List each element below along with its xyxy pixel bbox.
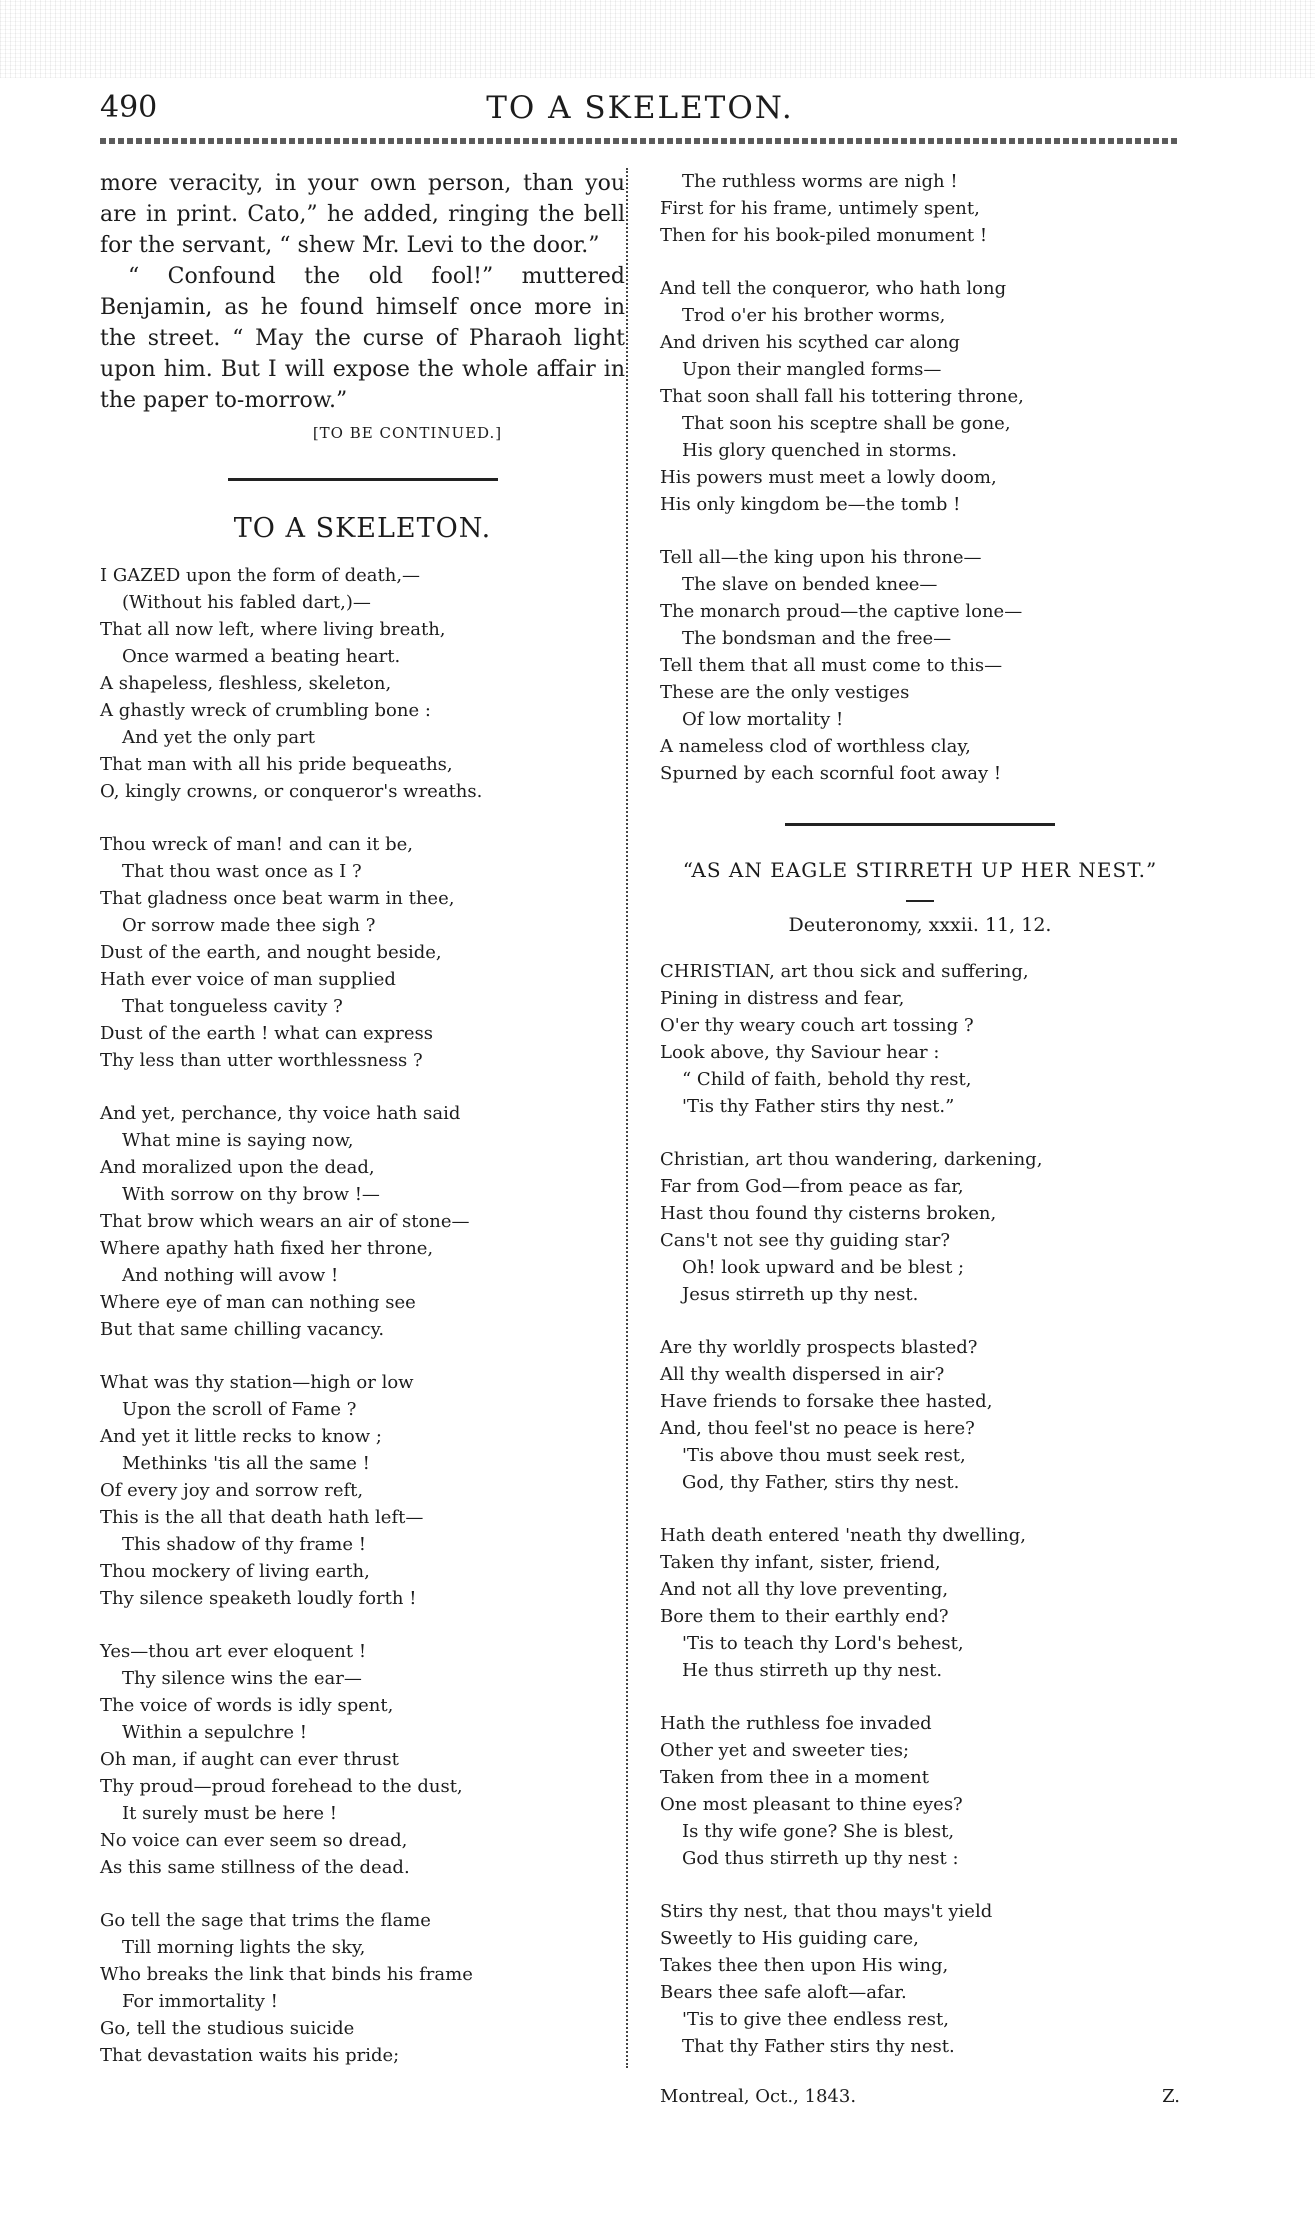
verse-line: 'Tis above thou must seek rest, [682, 1445, 966, 1466]
verse-line: The ruthless worms are nigh ! [682, 171, 958, 192]
verse-line: Have friends to forsake thee hasted, [660, 1391, 993, 1412]
verse-line: As this same stillness of the dead. [100, 1857, 410, 1878]
verse-line: Jesus stirreth up thy nest. [682, 1284, 919, 1305]
verse-line: Stirs thy nest, that thou mays't yield [660, 1901, 993, 1922]
prose-paragraph: “ Confound the old fool!” muttered Benjamin, as he found himself once more in the street. “ May the curse of Pharaoh light upon him. But I will expose the whole affair in the paper to-morrow.” [100, 264, 625, 413]
verse-line: And yet the only part [122, 727, 315, 748]
to-be-continued: [TO BE CONTINUED.] [312, 424, 503, 442]
running-title: TO A SKELETON. [486, 90, 794, 126]
verse-line: And, thou feel'st no peace is here? [660, 1418, 975, 1439]
verse-line: That thy Father stirs thy nest. [682, 2036, 955, 2057]
verse-line: Far from God—from peace as far, [660, 1176, 964, 1197]
verse-line: Taken thy infant, sister, friend, [660, 1552, 941, 1573]
right-column [660, 168, 1180, 2114]
page-number: 490 [100, 90, 158, 125]
verse-line: Trod o'er his brother worms, [682, 305, 946, 326]
verse-line: Thy less than utter worthlessness ? [100, 1050, 423, 1071]
verse-line: Where apathy hath fixed her throne, [100, 1238, 434, 1259]
verse-line: Or sorrow made thee sigh ? [122, 915, 376, 936]
verse-line: It surely must be here ! [122, 1803, 338, 1824]
verse-line: His powers must meet a lowly doom, [660, 467, 997, 488]
verse-line: And not all thy love preventing, [660, 1579, 949, 1600]
verse-line: Oh! look upward and be blest ; [682, 1257, 965, 1278]
verse-line: And yet, perchance, thy voice hath said [100, 1103, 461, 1124]
verse-line: That all now left, where living breath, [100, 619, 446, 640]
stanza [100, 562, 625, 805]
verse-line: And yet it little recks to know ; [100, 1426, 382, 1447]
verse-line: Hath the ruthless foe invaded [660, 1713, 932, 1734]
verse-line: A ghastly wreck of crumbling bone : [100, 700, 431, 721]
verse-line: Thy proud—proud forehead to the dust, [100, 1776, 463, 1797]
verse-line: The slave on bended knee— [682, 574, 938, 595]
story-continuation [100, 168, 625, 416]
stanza [660, 1522, 1180, 1684]
stanza [660, 544, 1180, 787]
verse-line: Are thy worldly prospects blasted? [660, 1337, 978, 1358]
stanza [660, 168, 1180, 249]
stanza [100, 1369, 625, 1612]
verse-line: What was thy station—high or low [100, 1372, 414, 1393]
verse-line: 'Tis to give thee endless rest, [682, 2009, 949, 2030]
verse-line: His only kingdom be—the tomb ! [660, 494, 961, 515]
verse-line: Christian, art thou wandering, darkening, [660, 1149, 1043, 1170]
verse-line: Go tell the sage that trims the flame [100, 1910, 431, 1931]
verse-line: For immortality ! [122, 1991, 278, 2012]
verse-line: A nameless clod of worthless clay, [660, 736, 971, 757]
poem-signoff [660, 2086, 1180, 2114]
verse-line: Pining in distress and fear, [660, 988, 905, 1009]
verse-line: One most pleasant to thine eyes? [660, 1794, 963, 1815]
verse-line: Within a sepulchre ! [122, 1722, 307, 1743]
verse-line: That gladness once beat warm in thee, [100, 888, 455, 909]
verse-line: And nothing will avow ! [122, 1265, 339, 1286]
verse-line: Hath ever voice of man supplied [100, 969, 396, 990]
verse-line: Taken from thee in a moment [660, 1767, 929, 1788]
prose-paragraph: more veracity, in your own person, than you are in print. Cato,” he added, ringing the bell for the servant, “ shew Mr. Levi to the door.” [100, 171, 625, 258]
header-rule [100, 138, 1180, 144]
verse-line: God thus stirreth up thy nest : [682, 1848, 959, 1869]
verse-line: Other yet and sweeter ties; [660, 1740, 910, 1761]
stanza [660, 1334, 1180, 1496]
verse-line: Cans't not see thy guiding star? [660, 1230, 951, 1251]
verse-line: Tell all—the king upon his throne— [660, 547, 982, 568]
verse-line: O, kingly crowns, or conqueror's wreaths. [100, 781, 483, 802]
verse-line: He thus stirreth up thy nest. [682, 1660, 943, 1681]
verse-line: Thou wreck of man! and can it be, [100, 834, 413, 855]
left-column [100, 168, 625, 2095]
verse-line: But that same chilling vacancy. [100, 1319, 385, 1340]
verse-line: Upon the scroll of Fame ? [122, 1399, 357, 1420]
verse-line: What mine is saying now, [122, 1130, 354, 1151]
verse-line: And driven his scythed car along [660, 332, 960, 353]
paper-texture [0, 0, 1315, 78]
stanza [660, 1710, 1180, 1872]
verse-line: With sorrow on thy brow !— [122, 1184, 380, 1205]
stanza [660, 1146, 1180, 1308]
stanza [100, 1638, 625, 1881]
verse-line: Bore them to their earthly end? [660, 1606, 949, 1627]
verse-line: The voice of words is idly spent, [100, 1695, 394, 1716]
page-header [100, 82, 1180, 132]
verse-line: This shadow of thy frame ! [122, 1534, 366, 1555]
stanza [100, 1100, 625, 1343]
verse-line: Once warmed a beating heart. [122, 646, 401, 667]
section-rule [785, 823, 1055, 826]
verse-line: Dust of the earth ! what can express [100, 1023, 433, 1044]
verse-line: Upon their mangled forms— [682, 359, 942, 380]
verse-line: (Without his fabled dart,)— [122, 592, 371, 613]
stanza [100, 831, 625, 1074]
stanza [660, 275, 1180, 518]
verse-line: The bondsman and the free— [682, 628, 952, 649]
verse-line: These are the only vestiges [660, 682, 910, 703]
verse-line: All thy wealth dispersed in air? [660, 1364, 945, 1385]
stanza [660, 958, 1180, 1120]
verse-line: Of low mortality ! [682, 709, 844, 730]
section-rule [228, 478, 498, 481]
stanza [100, 1907, 625, 2069]
verse-line: I GAZED upon the form of death,— [100, 565, 421, 586]
verse-line: No voice can ever seem so dread, [100, 1830, 408, 1851]
verse-line: CHRISTIAN, art thou sick and suffering, [660, 961, 1029, 982]
verse-line: That soon shall fall his tottering throne, [660, 386, 1024, 407]
verse-line: Spurned by each scornful foot away ! [660, 763, 1002, 784]
verse-line: Of every joy and sorrow reft, [100, 1480, 364, 1501]
verse-line: Dust of the earth, and nought beside, [100, 942, 442, 963]
verse-line: That brow which wears an air of stone— [100, 1211, 470, 1232]
verse-line: That soon his sceptre shall be gone, [682, 413, 1011, 434]
poem-title: TO A SKELETON. [233, 513, 492, 544]
verse-line: “ Child of faith, behold thy rest, [682, 1069, 972, 1090]
verse-line: 'Tis to teach thy Lord's behest, [682, 1633, 964, 1654]
scripture-reference: Deuteronomy, xxxii. 11, 12. [788, 914, 1052, 936]
verse-line: That devastation waits his pride; [100, 2045, 400, 2066]
verse-line: God, thy Father, stirs thy nest. [682, 1472, 960, 1493]
verse-line: That man with all his pride bequeaths, [100, 754, 453, 775]
verse-line: Thou mockery of living earth, [100, 1561, 370, 1582]
verse-line: Oh man, if aught can ever thrust [100, 1749, 399, 1770]
verse-line: Hast thou found thy cisterns broken, [660, 1203, 997, 1224]
poem-continued [660, 168, 1180, 787]
verse-line: Bears thee safe aloft—afar. [660, 1982, 907, 2003]
verse-line: Methinks 'tis all the same ! [122, 1453, 370, 1474]
verse-line: Yes—thou art ever eloquent ! [100, 1641, 367, 1662]
short-rule [906, 900, 934, 902]
verse-line: Tell them that all must come to this— [660, 655, 1003, 676]
verse-line: First for his frame, untimely spent, [660, 198, 980, 219]
verse-line: Hath death entered 'neath thy dwelling, [660, 1525, 1026, 1546]
verse-line: Till morning lights the sky, [122, 1937, 366, 1958]
place-date: Montreal, Oct., 1843. [660, 2086, 857, 2107]
verse-line: And moralized upon the dead, [100, 1157, 375, 1178]
verse-line: Where eye of man can nothing see [100, 1292, 416, 1313]
verse-line: Who breaks the link that binds his frame [100, 1964, 473, 1985]
verse-line: Look above, thy Saviour hear : [660, 1042, 940, 1063]
signature: Z. [1162, 2086, 1180, 2107]
verse-line: That tongueless cavity ? [122, 996, 343, 1017]
verse-line: Sweetly to His guiding care, [660, 1928, 919, 1949]
verse-line: This is the all that death hath left— [100, 1507, 424, 1528]
stanza [660, 1898, 1180, 2060]
verse-line: Then for his book-piled monument ! [660, 225, 988, 246]
verse-line: O'er thy weary couch art tossing ? [660, 1015, 974, 1036]
verse-line: His glory quenched in storms. [682, 440, 957, 461]
verse-line: 'Tis thy Father stirs thy nest.” [682, 1096, 955, 1117]
poem-title: “AS AN EAGLE STIRRETH UP HER NEST.” [682, 858, 1158, 882]
verse-line: A shapeless, fleshless, skeleton, [100, 673, 392, 694]
verse-line: And tell the conqueror, who hath long [660, 278, 1007, 299]
verse-line: Is thy wife gone? She is blest, [682, 1821, 955, 1842]
verse-line: Takes thee then upon His wing, [660, 1955, 949, 1976]
verse-line: Go, tell the studious suicide [100, 2018, 355, 2039]
verse-line: Thy silence speaketh loudly forth ! [100, 1588, 417, 1609]
column-divider [626, 168, 628, 2068]
poem-body [660, 958, 1180, 2060]
verse-line: Thy silence wins the ear— [122, 1668, 362, 1689]
verse-line: The monarch proud—the captive lone— [660, 601, 1023, 622]
verse-line: That thou wast once as I ? [122, 861, 362, 882]
poem-body [100, 562, 625, 2069]
